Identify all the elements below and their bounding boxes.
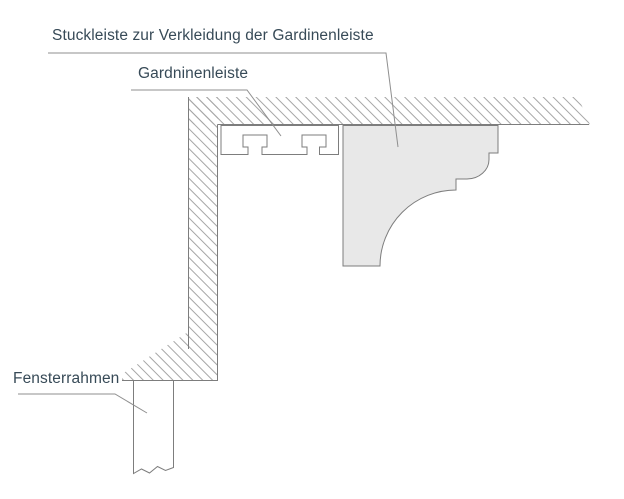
window-frame-profile (134, 381, 174, 474)
window-frame-label: Fensterrahmen (13, 370, 120, 387)
curtain-rail-label: Gardninenleiste (138, 65, 249, 82)
stucco-molding-profile (343, 126, 498, 267)
stucco-molding-label: Stuckleiste zur Verkleidung der Gardinenleiste (52, 27, 374, 44)
ceiling-hatch (188, 97, 590, 125)
leader-line-fensterrahmen (18, 394, 147, 413)
curtain-rail-profile (221, 126, 339, 155)
window-lintel-hatch (122, 332, 188, 380)
wall-hatch (188, 97, 218, 380)
